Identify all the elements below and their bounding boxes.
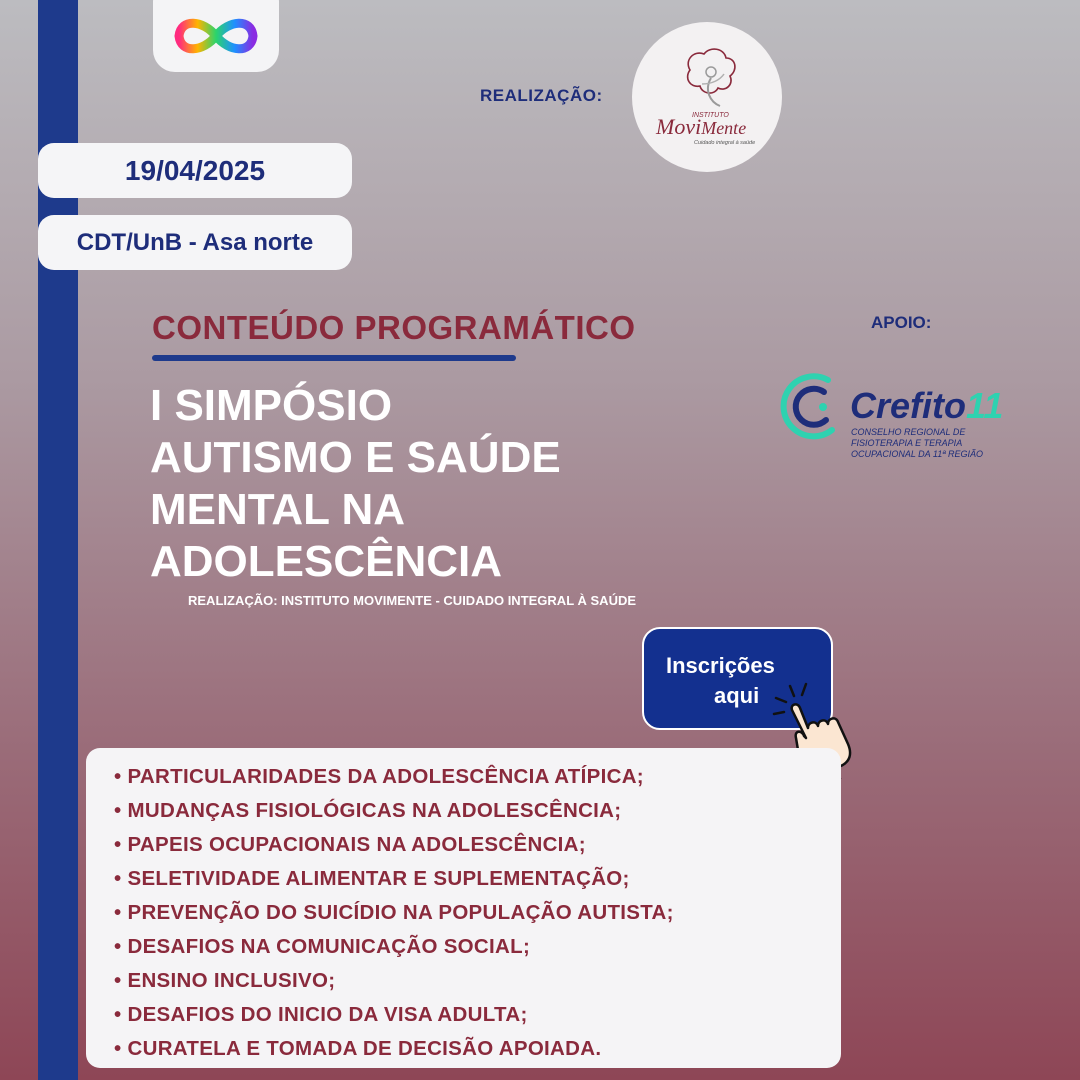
list-item: • MUDANÇAS FISIOLÓGICAS NA ADOLESCÊNCIA; [114,794,841,828]
crefito-subtitle [851,427,1031,460]
list-item: • PARTICULARIDADES DA ADOLESCÊNCIA ATÍPICA; [114,760,841,794]
movimente-tagline: Cuidado integral à saúde [694,140,756,146]
list-item: • SELETIVIDADE ALIMENTAR E SUPLEMENTAÇÃO; [114,862,841,896]
event-title [150,380,670,588]
movimente-name-1: Movi [656,114,702,139]
crefito-sub-line: FISIOTERAPIA E TERAPIA [851,438,963,448]
crefito-number: 11 [966,385,1004,426]
inscricoes-label-1: Inscrições [666,653,775,678]
infinity-icon [153,0,279,72]
title-line: I SIMPÓSIO [150,381,393,430]
title-line: AUTISMO E SAÚDE [150,433,561,482]
list-item: • PREVENÇÃO DO SUICÍDIO NA POPULAÇÃO AUTISTA; [114,896,841,930]
list-item: • PAPEIS OCUPACIONAIS NA ADOLESCÊNCIA; [114,828,841,862]
organizer-line: REALIZAÇÃO: INSTITUTO MOVIMENTE - CUIDADO INTEGRAL À SAÚDE [188,593,637,608]
inscricoes-label-2: aqui [714,683,760,708]
crefito-word: Crefito [850,385,966,426]
crefito-c-icon [776,368,846,446]
list-item: • ENSINO INCLUSIVO; [114,964,841,998]
infinity-logo [153,0,279,72]
realizacao-label: REALIZAÇÃO: [480,86,603,105]
title-line: MENTAL NA [150,485,406,534]
movimente-logo [632,22,782,172]
section-heading: CONTEÚDO PROGRAMÁTICO [152,309,636,346]
topics-panel [86,748,841,1068]
crefito-name [850,385,1003,427]
movimente-top-text: INSTITUTO [692,112,729,119]
event-date: 19/04/2025 [38,143,352,198]
list-item: • DESAFIOS NA COMUNICAÇÃO SOCIAL; [114,930,841,964]
crefito-sub-line: CONSELHO REGIONAL DE [851,427,966,437]
list-item: • CURATELA E TOMADA DE DECISÃO APOIADA. [114,1032,841,1066]
heading-underline [152,355,516,361]
svg-text:MoviMente [655,114,746,139]
title-line: ADOLESCÊNCIA [150,537,503,586]
event-location: CDT/UnB - Asa norte [38,215,352,270]
brain-icon [632,22,782,172]
apoio-label: APOIO: [871,313,932,332]
movimente-name-2: Mente [701,118,747,138]
list-item: • DESAFIOS DO INICIO DA VISA ADULTA; [114,998,841,1032]
topics-list [86,748,841,1066]
crefito-sub-line: OCUPACIONAL DA 11ª REGIÃO [851,449,984,459]
